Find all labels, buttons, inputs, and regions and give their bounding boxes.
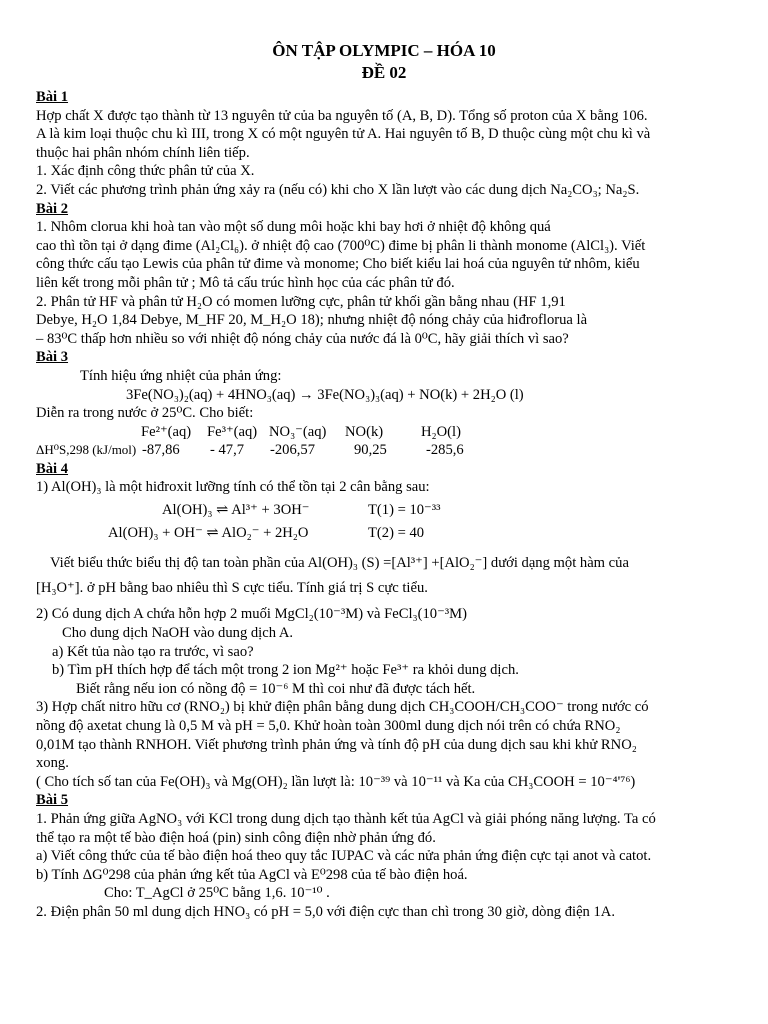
paragraph-line: 1. Nhôm clorua khi hoà tan vào một số dung môi hoặc khi bay hơi ở nhiệt độ không quá <box>36 219 551 236</box>
paragraph-line: thuộc hai phân nhóm chính liên tiếp. <box>36 144 250 161</box>
enthalpy-row <box>36 441 732 460</box>
section-heading: Bài 1 <box>36 89 69 105</box>
section-heading: Bài 5 <box>36 792 69 809</box>
equilibrium-equation: Al(OH)₃ ⇌ Al³⁺ + 3OH⁻ <box>162 502 310 519</box>
paragraph-line: thể tạo ra một tế bào điện hoá (pin) sinh công điện nhờ phản ứng đó. <box>36 829 436 846</box>
species-cell: NO₃⁻(aq) <box>269 423 327 440</box>
value-cell: -206,57 <box>270 442 315 459</box>
question-line: 2. Viết các phương trình phản ứng xảy ra (nếu có) khi cho X lần lượt vào các dung dịch Na₂CO₃; Na₂S. <box>36 181 640 198</box>
species-row <box>36 423 732 442</box>
paragraph-line: công thức cấu tạo Lewis của phân tử đime và monome; Cho biết kiểu lai hoá của nguyên tử nhôm, kiểu <box>36 256 640 273</box>
section-heading: Bài 2 <box>36 200 69 217</box>
species-cell: Fe³⁺(aq) <box>207 423 258 440</box>
equilibrium-constant: T(2) = 40 <box>368 524 425 541</box>
paragraph-line: Cho dung dịch NaOH vào dung dịch A. <box>62 625 294 642</box>
equilibrium-2 <box>36 524 732 543</box>
document-title: ÔN TẬP OLYMPIC – HÓA 10 <box>272 41 496 60</box>
paragraph-line: 3) Hợp chất nitro hữu cơ (RNO₂) bị khử điện phân bằng dung dịch CH₃COOH/CH₃COO⁻ trong nước có <box>36 699 649 716</box>
paragraph-line: [H₃O⁺]. ở pH bằng bao nhiêu thì S cực tiểu. Tính giá trị S cực tiểu. <box>36 579 428 596</box>
paragraph-line: b) Tính ΔG⁰298 của phản ứng kết tủa AgCl và E⁰298 của tế bào điện hoá. <box>36 866 468 883</box>
paragraph-line: 2) Có dung dịch A chứa hỗn hợp 2 muối MgCl₂(10⁻³M) và FeCl₃(10⁻³M) <box>36 606 467 623</box>
reaction-equation: 3Fe(NO₃)₂(aq) + 4HNO₃(aq) → 3Fe(NO₃)₃(aq) + NO(k) + 2H₂O (l) <box>126 386 524 403</box>
paragraph-line: 1. Phản ứng giữa AgNO₃ với KCl trong dung dịch tạo thành kết tủa AgCl và giải phóng năng lượng. Ta có <box>36 810 656 827</box>
paragraph-line: Tính hiệu ứng nhiệt của phản ứng: <box>80 367 282 384</box>
section-bai-5 <box>36 791 732 921</box>
section-bai-2 <box>36 200 732 349</box>
paragraph-line: Cho: T_AgCl ở 25⁰C bằng 1,6. 10⁻¹⁰ . <box>104 885 330 902</box>
paragraph-line: A là kim loại thuộc chu kì III, trong X có một nguyên tử A. Hai nguyên tố B, D thuộc cùng một chu kì và <box>36 126 651 143</box>
paragraph-line: – 83⁰C thấp hơn nhiều so với nhiệt độ nóng chảy của nước đá là 0⁰C, hãy giải thích vì sao? <box>36 330 569 347</box>
paragraph-line: 2. Điện phân 50 ml dung dịch HNO₃ có pH = 5,0 với điện cực than chì trong 30 giờ, dòng điện 1A. <box>36 903 615 920</box>
row-label: ΔH⁰S,298 (kJ/mol) <box>36 442 137 458</box>
equilibrium-constant: T(1) = 10⁻³³ <box>368 502 441 519</box>
section-heading: Bài 3 <box>36 349 69 366</box>
section-bai-3 <box>36 348 732 460</box>
paragraph-line: Hợp chất X được tạo thành từ 13 nguyên tử của ba nguyên tố (A, B, D). Tổng số proton của X bằng 106. <box>36 107 648 124</box>
paragraph-line: cao thì tồn tại ở dạng đime (Al₂Cl₆). ở nhiệt độ cao (700⁰C) đime bị phân li thành monome (AlCl₃). Viết <box>36 237 646 254</box>
paragraph-line: 1) Al(OH)₃ là một hiđroxit lưỡng tính có thể tồn tại 2 cân bằng sau: <box>36 479 430 496</box>
paragraph-line: 2. Phân tử HF và phân tử H₂O có momen lưỡng cực, phân tử khối gần bằng nhau (HF 1,91 <box>36 293 566 310</box>
species-cell: Fe²⁺(aq) <box>141 423 192 440</box>
species-cell: H₂O(l) <box>421 423 461 440</box>
value-cell: -285,6 <box>426 442 464 459</box>
paragraph-line: Diễn ra trong nước ở 25⁰C. Cho biết: <box>36 405 254 422</box>
paragraph-line: Viết biểu thức biểu thị độ tan toàn phần của Al(OH)₃ (S) =[Al³⁺] +[AlO₂⁻] dưới dạng một hàm của <box>50 555 629 572</box>
paragraph-line: a) Kết tủa nào tạo ra trước, vì sao? <box>52 643 254 660</box>
paragraph-line: liên kết trong mỗi phân tử ; Mô tả cấu trúc hình học của các phân tử đó. <box>36 274 455 291</box>
paragraph-line: ( Cho tích số tan của Fe(OH)₃ và Mg(OH)₂ lần lượt là: 10⁻³⁹ và 10⁻¹¹ và Ka của CH₃COOH = 10⁻⁴'⁷⁶) <box>36 773 636 790</box>
paragraph-line: 0,01M tạo thành RNHOH. Viết phương trình phản ứng và tính độ pH của dung dịch sau khi khử RNO₂ <box>36 736 637 753</box>
paragraph-line: b) Tìm pH thích hợp để tách một trong 2 ion Mg²⁺ hoặc Fe³⁺ ra khỏi dung dịch. <box>52 662 519 679</box>
value-cell: 90,25 <box>354 442 387 459</box>
section-heading: Bài 4 <box>36 460 69 477</box>
paragraph-line: a) Viết công thức của tế bào điện hoá theo quy tắc IUPAC và các nửa phản ứng điện cực tại anot và catot. <box>36 848 652 865</box>
paragraph-line: Debye, H₂O 1,84 Debye, M_HF 20, M_H₂O 18); nhưng nhiệt độ nóng chảy của hiđroflorua là <box>36 312 588 329</box>
document-subtitle: ĐỀ 02 <box>361 63 407 82</box>
value-cell: - 47,7 <box>210 442 245 459</box>
value-cell: -87,86 <box>142 442 180 459</box>
section-bai-1 <box>36 88 732 200</box>
section-bai-4 <box>36 460 732 792</box>
paragraph-line: nồng độ axetat chung là 0,5 M và pH = 5,0. Khử hoàn toàn 300ml dung dịch nói trên có chứa RNO₂ <box>36 718 621 734</box>
species-cell: NO(k) <box>345 423 384 440</box>
equilibrium-1 <box>36 501 732 520</box>
equilibrium-equation: Al(OH)₃ + OH⁻ ⇌ AlO₂⁻ + 2H₂O <box>108 524 309 541</box>
paragraph-line: xong. <box>36 755 69 772</box>
question-line: 1. Xác định công thức phân tử của X. <box>36 163 255 180</box>
paragraph-line: Biết rằng nếu ion có nồng độ = 10⁻⁶ M thì coi như đã được tách hết. <box>76 680 476 697</box>
